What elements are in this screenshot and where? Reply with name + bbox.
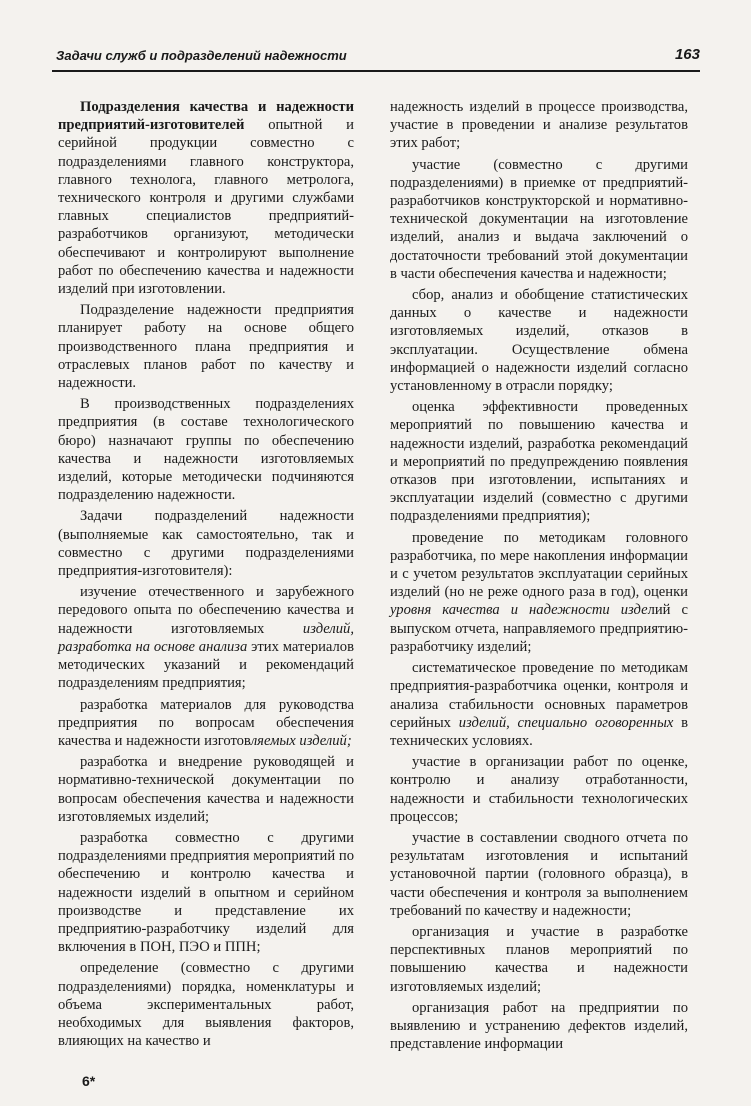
list-item-italic: изделий, специально оговоренных <box>458 714 674 731</box>
list-item <box>58 583 354 692</box>
list-item-text: изучение отечественного и зарубежного передового опыта по обеспечению качества и надежности изготовляемых <box>58 584 354 637</box>
paragraph: В производственных подразделениях предприятия (в составе технологического бюро) назначают группы по обеспечению качества и надежности изготовляемых изделий, которые методически подчиняются подразделению надежности. <box>58 396 354 504</box>
list-item: определение (совместно с другими подразделениями) порядка, номенклатуры и объема экспериментальных работ, необходимых для выявления факторов, влияющих на качество и <box>58 960 354 1050</box>
left-column <box>58 98 354 1050</box>
paragraph-text: опытной и серийной продукции совместно с подразделениями главного конструктора, главного технолога, главного метролога, технического контроля и другими службами главных специалистов предприятий-разработчиков организуют, методически обеспечивают и контролируют выполнение работ по обеспечению качества и надежности изделий при изготовлении. <box>58 117 354 298</box>
list-item: разработка и внедрение руководящей и нормативно-технической документации по вопросам обеспечения качества и надежности изготовляемых изделий; <box>58 754 354 825</box>
list-item-text: проведение по методикам головного разработчика, по мере накопления информации и с учетом результатов эксплуатации серийных изделий (но не реже одного раза в год), оценки <box>390 529 688 601</box>
list-item-text: систематическое проведение по методикам предприятия-разработчика оценки, контроля и анализа стабильности основных параметров серийных <box>390 660 688 731</box>
list-item <box>58 696 354 751</box>
list-item-text: в технических условиях. <box>390 714 688 749</box>
list-item-italic: ляемых изделий; <box>250 732 352 749</box>
list-item: организация и участие в разработке перспективных планов мероприятий по повышению качества и надежности изготовляемых изделий; <box>390 923 688 995</box>
signature-mark: 6* <box>82 1073 96 1089</box>
list-item: участие в составлении сводного отчета по результатам изготовления и испытаний установочной партии (головного образца), в части обеспечения и контроля за выполнением требований по качеству и надежности; <box>390 829 688 919</box>
page-header <box>52 40 700 72</box>
list-item-text: этих материалов методических указаний и рекомендаций подразделениям предприятия; <box>58 638 354 692</box>
page-number: 163 <box>674 46 700 63</box>
list-item: участие в организации работ по оценке, контролю и анализу отработанности, надежности и стабильности технологических процессов; <box>390 754 688 825</box>
running-title: Задачи служб и подразделений надежности <box>56 48 347 63</box>
paragraph: Подразделение надежности предприятия планирует работу на основе общего производственного плана предприятия и отраслевых планов работ по качеству и надежности. <box>58 302 354 392</box>
paragraph <box>58 98 354 298</box>
paragraph: Задачи подразделений надежности (выполняемые как самостоятельно, так и совместно с другими подразделениями предприятия-изготовителя): <box>58 508 354 580</box>
list-item-text: лий с выпуском отчета, направляемого предприятию-разработчику изделий; <box>390 602 689 655</box>
list-item-italic: уровня качества и надежности изде <box>390 602 648 619</box>
list-item <box>390 659 688 750</box>
list-item-italic: изделий, разработка на основе анализа <box>58 620 354 655</box>
list-item: сбор, анализ и обобщение статистических данных о качестве и надежности изготовляемых изделий, отказов в эксплуатации. Осуществление обмена информацией о надежности изделий согласно установленному в отрасли порядку; <box>390 287 688 395</box>
list-item-text: разработка материалов для руководства предприятия по вопросам обеспечения качества и надежности изготов <box>58 696 354 749</box>
list-item: оценка эффективности проведенных мероприятий по повышению качества и надежности изделий, разработка рекомендаций и мероприятий по предупреждению появления отказов при изготовлении, испытаниях и эксплуатации изделий (совместно с другими подразделениями предприятия); <box>390 399 688 525</box>
list-item: организация работ на предприятии по выявлению и устранению дефектов изделий, представление информации <box>390 999 688 1053</box>
list-item: участие (совместно с другими подразделениями) в приемке от предприятий-разработчиков конструкторской и нормативно-технической документации на изготовление изделий, анализ и выдача заключений о достаточности требований этой документации в части обеспечения качества и надежности; <box>390 156 688 282</box>
list-item-continued: надежность изделий в процессе производства, участие в проведении и анализе результатов этих работ; <box>390 99 688 152</box>
list-item <box>390 529 688 656</box>
list-item: разработка совместно с другими подразделениями предприятия мероприятий по обеспечению и контролю качества и надежности изделий в опытном и серийном производстве и представление их предприятию-разработчику изделий для включения в ПОН, ПЭО и ППН; <box>58 829 354 956</box>
right-column <box>390 98 688 1053</box>
paragraph-heading: Подразделения качества и надежности предприятий-изготовителей <box>58 99 354 134</box>
